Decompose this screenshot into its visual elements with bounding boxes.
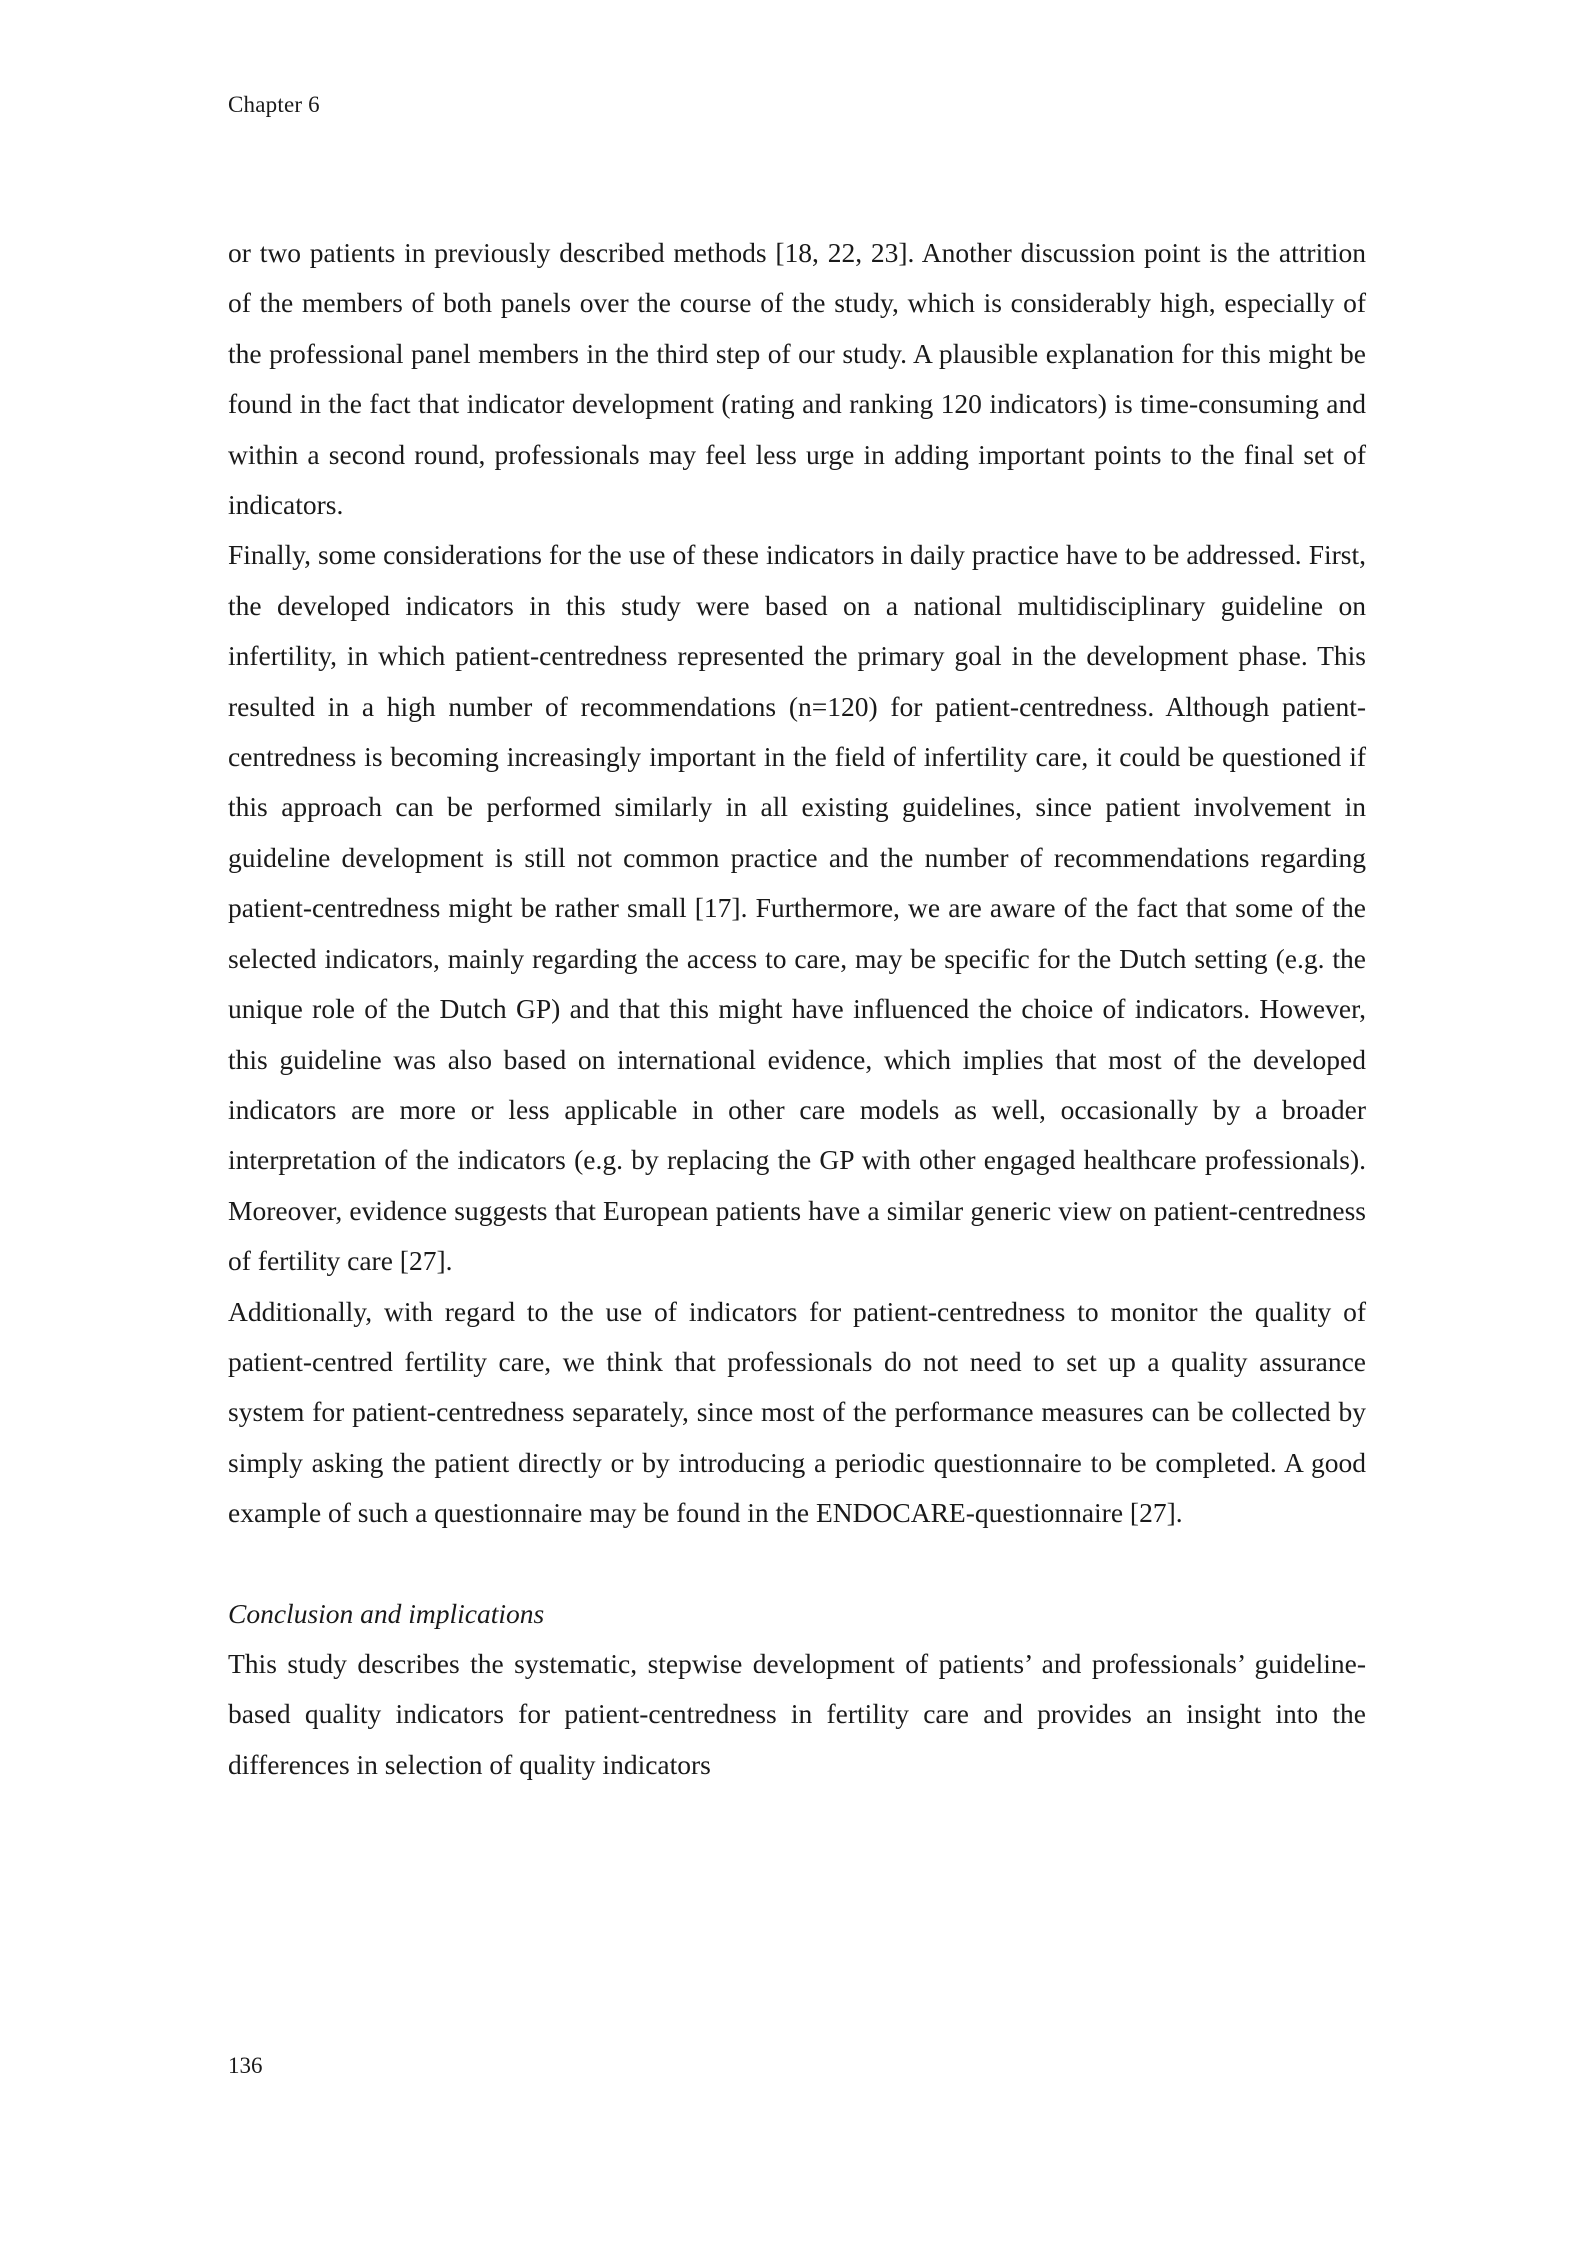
page-body [228,228,1366,1790]
paragraph-1: or two patients in previously described methods [18, 22, 23]. Another discussion point is the attrition of the members of both panels over the course of the study, which is considerably high, especially of the professional panel members in the third step of our study. A plausible explanation for this might be found in the fact that indicator development (rating and ranking 120 indicators) is time-consuming and within a second round, professionals may feel less urge in adding important points to the final set of indicators. [228,237,1366,521]
paragraph-conclusion: This study describes the systematic, stepwise development of patients’ and professionals’ guideline-based quality indicators for patient-centredness in fertility care and provides an insight into the differences in selection of quality indicators [228,1647,1366,1780]
paragraph-2: Finally, some considerations for the use of these indicators in daily practice have to be addressed. First, the developed indicators in this study were based on a national multidisciplinary guideline on infertility, in which patient-centredness represented the primary goal in the development phase. This resulted in a high number of recommendations (n=120) for patient-centredness. Although patient-centredness is becoming increasingly important in the field of infertility care, it could be questioned if this approach can be performed similarly in all existing guidelines, since patient involvement in guideline development is still not common practice and the number of recommendations regarding patient-centredness might be rather small [17]. Furthermore, we are aware of the fact that some of the selected indicators, mainly regarding the access to care, may be specific for the Dutch setting (e.g. the unique role of the Dutch GP) and that this might have influenced the choice of indicators. However, this guideline was also based on international evidence, which implies that most of the developed indicators are more or less applicable in other care models as well, occasionally by a broader interpretation of the indicators (e.g. by replacing the GP with other engaged healthcare professionals). Moreover, evidence suggests that European patients have a similar generic view on patient-centredness of fertility care [27]. [228,539,1366,1277]
section-spacer [228,1539,1366,1589]
paragraph-3: Additionally, with regard to the use of indicators for patient-centredness to monitor the quality of patient-centred fertility care, we think that professionals do not need to set up a quality assurance system for patient-centredness separately, since most of the performance measures can be collected by simply asking the patient directly or by introducing a periodic questionnaire to be completed. A good example of such a questionnaire may be found in the ENDOCARE-questionnaire [27]. [228,1295,1366,1529]
section-heading-conclusion: Conclusion and implications [228,1597,545,1629]
page-number: 136 [228,2053,263,2078]
running-head-chapter: Chapter 6 [228,92,320,117]
